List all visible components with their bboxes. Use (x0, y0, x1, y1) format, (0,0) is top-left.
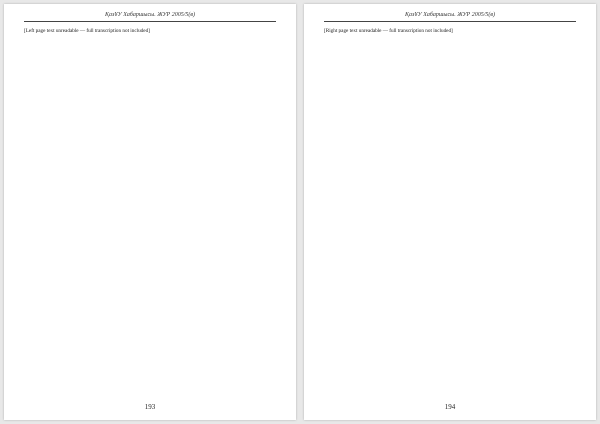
header-rule (324, 21, 576, 22)
page-body-text: [Left page text unreadable — full transcription not included] (24, 28, 150, 34)
running-head: ҚазҰУ Хабаршысы. ЖУР 2005/5(в) (105, 12, 195, 18)
page-number: 194 (444, 403, 456, 411)
page-number: 193 (144, 403, 156, 411)
right-page (304, 4, 596, 420)
left-page (4, 4, 296, 420)
running-head: ҚазҰУ Хабаршысы. ЖУР 2005/5(в) (405, 12, 495, 18)
page-body-text: [Right page text unreadable — full transcription not included] (324, 28, 453, 34)
book-spread (4, 4, 596, 420)
header-rule (24, 21, 276, 22)
